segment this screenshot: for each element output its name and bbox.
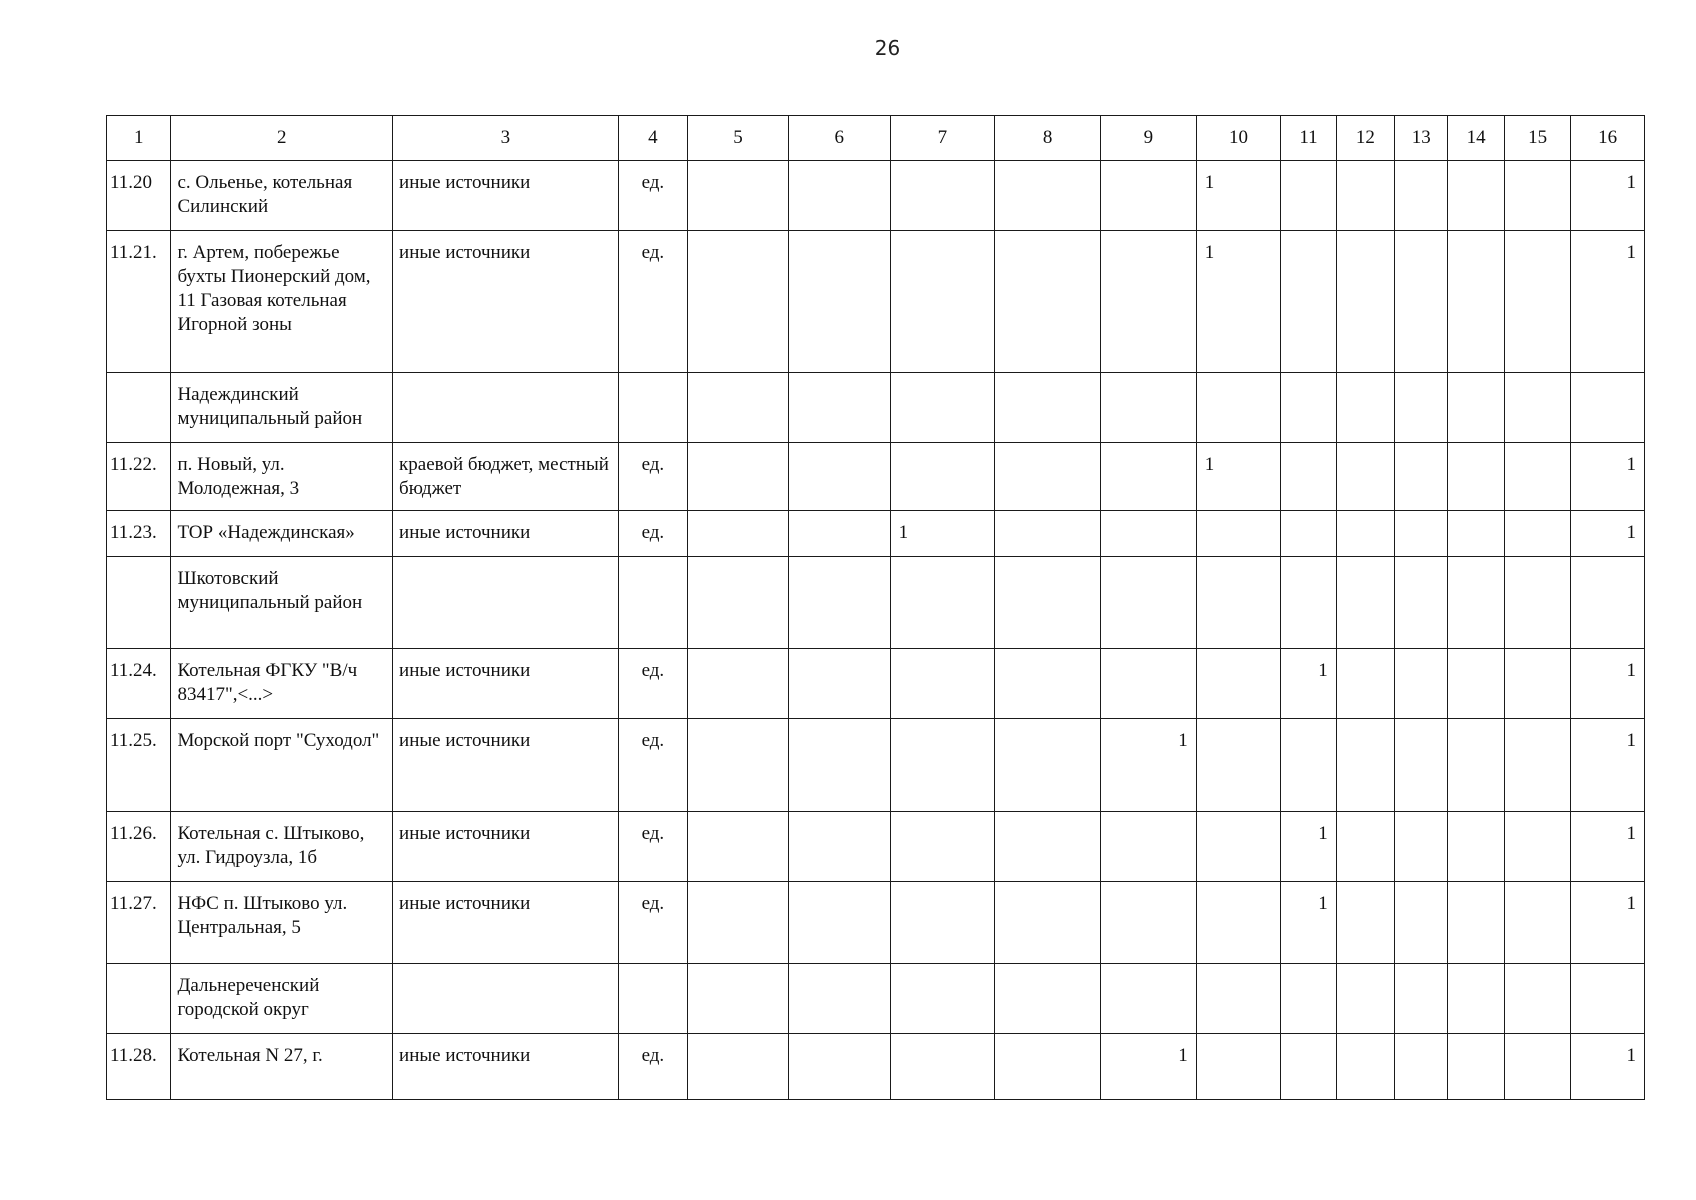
value-cell [1281,443,1336,511]
value-cell [1395,812,1448,882]
value-cell [788,812,890,882]
row-number-cell: 11.24. [107,649,171,719]
value-cell: 1 [1571,1034,1645,1100]
value-cell [1395,882,1448,964]
data-table [106,115,1645,1100]
table-row [107,964,1645,1034]
column-header: 8 [995,116,1101,161]
value-cell [1504,557,1570,649]
column-header: 3 [393,116,619,161]
value-cell [1504,719,1570,812]
unit-cell: ед. [618,161,687,231]
column-header: 2 [171,116,393,161]
value-cell [788,719,890,812]
value-cell [1448,557,1504,649]
value-cell [1101,649,1197,719]
value-cell [1196,1034,1281,1100]
value-cell [1196,812,1281,882]
object-name-cell: Котельная ФГКУ "В/ч 83417",<...> [171,649,393,719]
value-cell [1336,649,1394,719]
column-header: 9 [1101,116,1197,161]
unit-cell [618,557,687,649]
funding-source-cell [393,557,619,649]
value-cell [1448,882,1504,964]
value-cell: 1 [1571,511,1645,557]
value-cell [688,557,789,649]
row-number-cell: 11.28. [107,1034,171,1100]
value-cell [1504,511,1570,557]
row-number-cell: 11.25. [107,719,171,812]
value-cell [1101,231,1197,373]
row-number-cell: 11.22. [107,443,171,511]
funding-source-cell: иные источники [393,511,619,557]
value-cell [1571,964,1645,1034]
header-row [107,116,1645,161]
unit-cell: ед. [618,443,687,511]
value-cell [688,719,789,812]
unit-cell [618,373,687,443]
value-cell [688,649,789,719]
row-number-cell: 11.27. [107,882,171,964]
value-cell [1448,649,1504,719]
value-cell [788,511,890,557]
value-cell [1281,719,1336,812]
funding-source-cell: иные источники [393,1034,619,1100]
value-cell: 1 [1571,719,1645,812]
value-cell [995,812,1101,882]
value-cell [1101,161,1197,231]
unit-cell: ед. [618,231,687,373]
object-name-cell: Шкотовский муниципальный район [171,557,393,649]
object-name-cell: г. Артем, побережье бухты Пионерский дом, 11 Газовая котельная Игорной зоны [171,231,393,373]
value-cell [1336,511,1394,557]
value-cell [1395,649,1448,719]
value-cell [1101,557,1197,649]
value-cell [1281,161,1336,231]
value-cell [1448,161,1504,231]
value-cell [688,161,789,231]
value-cell [1504,443,1570,511]
value-cell [1504,373,1570,443]
value-cell [1101,882,1197,964]
table-row [107,557,1645,649]
value-cell [1336,443,1394,511]
value-cell: 1 [1196,231,1281,373]
value-cell [788,882,890,964]
value-cell [1504,1034,1570,1100]
value-cell [1336,719,1394,812]
value-cell [688,231,789,373]
value-cell: 1 [1101,719,1197,812]
unit-cell: ед. [618,1034,687,1100]
value-cell [995,964,1101,1034]
row-number-cell: 11.26. [107,812,171,882]
table-row [107,812,1645,882]
value-cell [995,373,1101,443]
value-cell [1281,373,1336,443]
value-cell [1101,373,1197,443]
value-cell [1395,511,1448,557]
value-cell [890,812,995,882]
value-cell: 1 [1571,443,1645,511]
value-cell [788,649,890,719]
value-cell [1196,557,1281,649]
value-cell: 1 [1571,649,1645,719]
table-row [107,373,1645,443]
value-cell [1336,231,1394,373]
value-cell [995,511,1101,557]
unit-cell: ед. [618,719,687,812]
value-cell [1448,812,1504,882]
value-cell [788,373,890,443]
value-cell [1395,373,1448,443]
table-row [107,161,1645,231]
row-number-cell [107,557,171,649]
value-cell [1448,231,1504,373]
value-cell [1395,231,1448,373]
value-cell [995,882,1101,964]
unit-cell: ед. [618,649,687,719]
column-header: 1 [107,116,171,161]
value-cell [1281,1034,1336,1100]
value-cell [688,373,789,443]
value-cell [1281,557,1336,649]
value-cell [1336,373,1394,443]
object-name-cell: Морской порт "Суходол" [171,719,393,812]
value-cell [890,964,995,1034]
object-name-cell: Дальнереченский городской округ [171,964,393,1034]
value-cell [995,443,1101,511]
funding-source-cell: иные источники [393,231,619,373]
value-cell [1101,812,1197,882]
value-cell [1504,161,1570,231]
value-cell [1336,557,1394,649]
object-name-cell: с. Ольенье, котельная Силинский [171,161,393,231]
value-cell [1504,964,1570,1034]
value-cell [788,231,890,373]
funding-source-cell [393,964,619,1034]
value-cell [1504,231,1570,373]
unit-cell: ед. [618,882,687,964]
object-name-cell: Котельная N 27, г. [171,1034,393,1100]
value-cell [1336,161,1394,231]
funding-source-cell [393,373,619,443]
value-cell [1196,964,1281,1034]
value-cell [995,1034,1101,1100]
table-row [107,1034,1645,1100]
table-row [107,719,1645,812]
value-cell [995,231,1101,373]
value-cell [890,882,995,964]
value-cell [1101,964,1197,1034]
value-cell: 1 [1571,812,1645,882]
row-number-cell: 11.21. [107,231,171,373]
value-cell [995,161,1101,231]
object-name-cell: ТОР «Надеждинская» [171,511,393,557]
column-header: 4 [618,116,687,161]
unit-cell [618,964,687,1034]
unit-cell: ед. [618,511,687,557]
value-cell [1395,964,1448,1034]
funding-source-cell: иные источники [393,649,619,719]
object-name-cell: п. Новый, ул. Молодежная, 3 [171,443,393,511]
value-cell [890,373,995,443]
value-cell [995,557,1101,649]
value-cell [1281,231,1336,373]
value-cell [788,964,890,1034]
value-cell [1448,443,1504,511]
value-cell [688,812,789,882]
value-cell [1281,964,1336,1034]
column-header: 5 [688,116,789,161]
value-cell [688,882,789,964]
column-header: 13 [1395,116,1448,161]
table-row [107,511,1645,557]
value-cell: 1 [1101,1034,1197,1100]
row-number-cell: 11.20 [107,161,171,231]
object-name-cell: Надеждинский муниципальный район [171,373,393,443]
value-cell: 1 [1196,443,1281,511]
value-cell [1101,443,1197,511]
page-number: 26 [874,36,901,60]
value-cell: 1 [1571,231,1645,373]
value-cell [1448,373,1504,443]
value-cell [1196,373,1281,443]
value-cell [890,649,995,719]
value-cell [1336,882,1394,964]
value-cell [890,443,995,511]
value-cell [995,719,1101,812]
value-cell [1336,1034,1394,1100]
value-cell [1448,719,1504,812]
value-cell [1504,812,1570,882]
column-header: 10 [1196,116,1281,161]
value-cell [890,161,995,231]
column-header: 11 [1281,116,1336,161]
value-cell [890,719,995,812]
value-cell [890,557,995,649]
value-cell [1504,882,1570,964]
value-cell [1395,1034,1448,1100]
column-header: 15 [1504,116,1570,161]
unit-cell: ед. [618,812,687,882]
value-cell [1448,511,1504,557]
value-cell: 1 [890,511,995,557]
funding-source-cell: иные источники [393,719,619,812]
value-cell [788,1034,890,1100]
value-cell [788,557,890,649]
funding-source-cell: краевой бюджет, местный бюджет [393,443,619,511]
table-row [107,649,1645,719]
table-body [107,161,1645,1100]
row-number-cell [107,373,171,443]
object-name-cell: НФС п. Штыково ул. Центральная, 5 [171,882,393,964]
value-cell [788,443,890,511]
value-cell [688,511,789,557]
value-cell [995,649,1101,719]
value-cell [1281,511,1336,557]
funding-source-cell: иные источники [393,812,619,882]
value-cell [890,231,995,373]
table-row [107,231,1645,373]
funding-source-cell: иные источники [393,161,619,231]
value-cell [1571,557,1645,649]
value-cell [688,1034,789,1100]
value-cell [1196,649,1281,719]
value-cell [1448,964,1504,1034]
value-cell: 1 [1281,882,1336,964]
value-cell [1395,557,1448,649]
column-header: 6 [788,116,890,161]
value-cell [890,1034,995,1100]
value-cell [1395,443,1448,511]
value-cell [1196,511,1281,557]
value-cell [1196,719,1281,812]
table-row [107,882,1645,964]
column-header: 14 [1448,116,1504,161]
value-cell: 1 [1571,161,1645,231]
value-cell: 1 [1196,161,1281,231]
value-cell [1448,1034,1504,1100]
column-header: 7 [890,116,995,161]
value-cell [1571,373,1645,443]
row-number-cell [107,964,171,1034]
table-row [107,443,1645,511]
value-cell [1336,812,1394,882]
value-cell [1336,964,1394,1034]
value-cell: 1 [1571,882,1645,964]
column-header: 12 [1336,116,1394,161]
value-cell [1395,161,1448,231]
value-cell [1101,511,1197,557]
value-cell [1395,719,1448,812]
value-cell [1504,649,1570,719]
funding-source-cell: иные источники [393,882,619,964]
object-name-cell: Котельная с. Штыково, ул. Гидроузла, 1б [171,812,393,882]
value-cell: 1 [1281,812,1336,882]
value-cell [788,161,890,231]
column-header: 16 [1571,116,1645,161]
value-cell: 1 [1281,649,1336,719]
value-cell [1196,882,1281,964]
value-cell [688,443,789,511]
row-number-cell: 11.23. [107,511,171,557]
value-cell [688,964,789,1034]
